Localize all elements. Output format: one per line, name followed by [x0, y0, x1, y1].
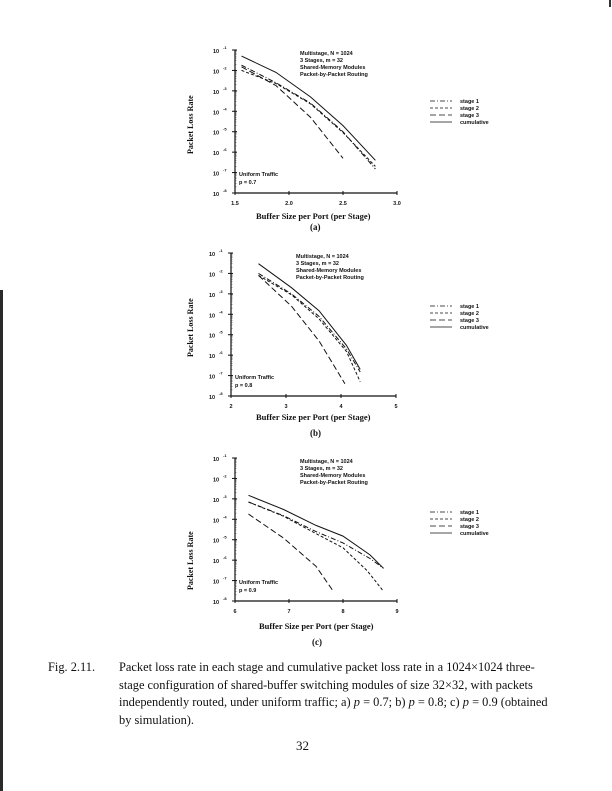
legend-item: stage 2 — [460, 517, 479, 523]
x-tick-label: 2 — [229, 404, 233, 410]
chart-annotation: 3 Stages, m = 32 — [300, 58, 343, 64]
x-tick-label: 4 — [339, 404, 343, 410]
svg-text:-8: -8 — [223, 596, 227, 601]
x-tick-label: 3 — [284, 404, 288, 410]
x-tick-label: 9 — [395, 609, 399, 615]
y-tick-label: 10 — [213, 49, 220, 55]
svg-text:-5: -5 — [223, 126, 227, 132]
chart-annotation: 3 Stages, m = 32 — [296, 261, 339, 267]
svg-text:-7: -7 — [223, 575, 227, 581]
svg-text:-7: -7 — [219, 370, 223, 376]
y-tick-label: 10 — [213, 477, 220, 484]
series-line-stage-1 — [259, 273, 361, 372]
y-tick-label: 10 — [213, 457, 220, 463]
y-tick-label: 10 — [213, 110, 220, 117]
y-tick-label: 10 — [213, 130, 220, 137]
y-tick-label: 10 — [213, 579, 220, 586]
traffic-note: p = 0.9 — [239, 588, 257, 594]
y-tick-label: 10 — [213, 538, 220, 545]
chart-annotation: Multistage, N = 1024 — [296, 254, 349, 260]
figure-number: Fig. 2.11. — [48, 660, 96, 674]
svg-text:-3: -3 — [219, 288, 223, 294]
legend-item: stage 2 — [460, 106, 479, 112]
svg-text:-3: -3 — [223, 85, 227, 91]
y-tick-label: 10 — [213, 171, 220, 178]
chart-annotation: Multistage, N = 1024 — [300, 459, 353, 465]
legend-item: cumulative — [460, 531, 489, 537]
series-line-stage-3 — [259, 275, 345, 383]
y-tick-label: 10 — [213, 518, 220, 525]
y-tick-label: 10 — [213, 192, 220, 198]
svg-text:-8: -8 — [223, 188, 227, 193]
y-tick-label: 10 — [209, 252, 216, 258]
chart-annotation: Shared-Memory Modules — [300, 65, 366, 71]
legend-item: stage 3 — [460, 524, 479, 530]
x-tick-label: 5 — [394, 404, 398, 410]
x-tick-label: 8 — [341, 609, 345, 615]
x-axis-label: Buffer Size per Port (per Stage) — [256, 211, 371, 221]
svg-text:-3: -3 — [223, 493, 227, 499]
chart-annotation: Multistage, N = 1024 — [300, 51, 353, 57]
y-tick-label: 10 — [209, 292, 216, 299]
traffic-note: Uniform Traffic — [235, 375, 275, 381]
svg-text:-1: -1 — [223, 45, 227, 50]
panel-label: (a) — [310, 222, 321, 232]
y-tick-label: 10 — [213, 151, 220, 158]
y-tick-label: 10 — [209, 313, 216, 320]
chart-plot-a — [180, 0, 520, 240]
y-tick-label: 10 — [213, 559, 220, 566]
y-tick-label: 10 — [209, 395, 216, 401]
svg-text:-8: -8 — [219, 391, 223, 396]
legend-item: stage 1 — [460, 510, 479, 516]
svg-text:-4: -4 — [223, 106, 227, 112]
series-line-stage-2 — [242, 70, 376, 166]
chart-annotation: Shared-Memory Modules — [300, 473, 366, 479]
y-tick-label: 10 — [213, 600, 220, 606]
x-axis-label: Buffer Size per Port (per Stage) — [259, 621, 374, 631]
page-corner-mark — [609, 0, 611, 7]
traffic-note: Uniform Traffic — [239, 580, 279, 586]
y-axis-label: Packet Loss Rate — [186, 298, 195, 357]
chart-annotation: Shared-Memory Modules — [296, 268, 362, 274]
y-tick-label: 10 — [209, 354, 216, 361]
svg-text:-2: -2 — [219, 268, 223, 274]
legend-item: cumulative — [460, 325, 489, 331]
svg-text:-5: -5 — [223, 534, 227, 540]
y-axis-label: Packet Loss Rate — [186, 95, 195, 154]
y-tick-label: 10 — [209, 333, 216, 340]
panel-label: (c) — [312, 637, 322, 647]
svg-text:-6: -6 — [219, 350, 223, 356]
svg-text:-2: -2 — [223, 473, 227, 479]
svg-text:-5: -5 — [219, 329, 223, 335]
svg-text:-7: -7 — [223, 167, 227, 173]
series-line-stage-1 — [242, 65, 376, 169]
x-tick-label: 1.5 — [231, 201, 239, 207]
x-tick-label: 2.0 — [285, 201, 293, 207]
legend-item: stage 3 — [460, 113, 479, 119]
figure-caption — [48, 659, 558, 729]
y-tick-label: 10 — [209, 374, 216, 381]
x-axis-label: Buffer Size per Port (per Stage) — [256, 412, 371, 422]
legend-item: stage 3 — [460, 318, 479, 324]
legend-item: stage 2 — [460, 311, 479, 317]
traffic-note: p = 0.7 — [239, 180, 257, 186]
x-tick-label: 2.5 — [339, 201, 347, 207]
svg-text:-1: -1 — [219, 248, 223, 253]
svg-text:-1: -1 — [223, 453, 227, 458]
traffic-note: p = 0.8 — [235, 383, 253, 389]
x-tick-label: 3.0 — [393, 201, 401, 207]
x-tick-label: 6 — [233, 609, 237, 615]
legend-item: stage 1 — [460, 304, 479, 310]
series-line-stage-2 — [249, 502, 384, 591]
x-tick-label: 7 — [287, 609, 291, 615]
legend-item: cumulative — [460, 120, 489, 126]
chart-annotation: 3 Stages, m = 32 — [300, 466, 343, 472]
traffic-note: Uniform Traffic — [239, 172, 279, 178]
chart-panel-c — [180, 445, 520, 655]
svg-text:-6: -6 — [223, 555, 227, 561]
page-edge-border — [0, 290, 3, 791]
legend-item: stage 1 — [460, 99, 479, 105]
svg-text:-6: -6 — [223, 147, 227, 153]
chart-annotation: Packet-by-Packet Routing — [296, 275, 364, 281]
chart-panel-b — [180, 240, 520, 450]
svg-text:-4: -4 — [219, 309, 223, 315]
caption-text: Packet loss rate in each stage and cumulative packet loss rate in a 1024×1024 three-stage configuration of shared-buffer switching modules of size 32×32, with packets independently routed, under uniform traffic; a) p = 0.7; b) p = 0.8; c) p = 0.9 (obtained by simulation). — [119, 660, 548, 727]
page-number: 32 — [296, 738, 309, 753]
chart-panel-a — [180, 0, 520, 240]
series-line-stage-1 — [249, 502, 384, 568]
y-tick-label: 10 — [209, 272, 216, 279]
svg-text:-4: -4 — [223, 514, 227, 520]
chart-annotation: Packet-by-Packet Routing — [300, 480, 368, 486]
chart-annotation: Packet-by-Packet Routing — [300, 72, 368, 78]
panel-label: (b) — [310, 428, 321, 438]
y-axis-label: Packet Loss Rate — [186, 531, 195, 590]
y-tick-label: 10 — [213, 89, 220, 96]
svg-text:-2: -2 — [223, 65, 227, 71]
y-tick-label: 10 — [213, 69, 220, 76]
y-tick-label: 10 — [213, 497, 220, 504]
